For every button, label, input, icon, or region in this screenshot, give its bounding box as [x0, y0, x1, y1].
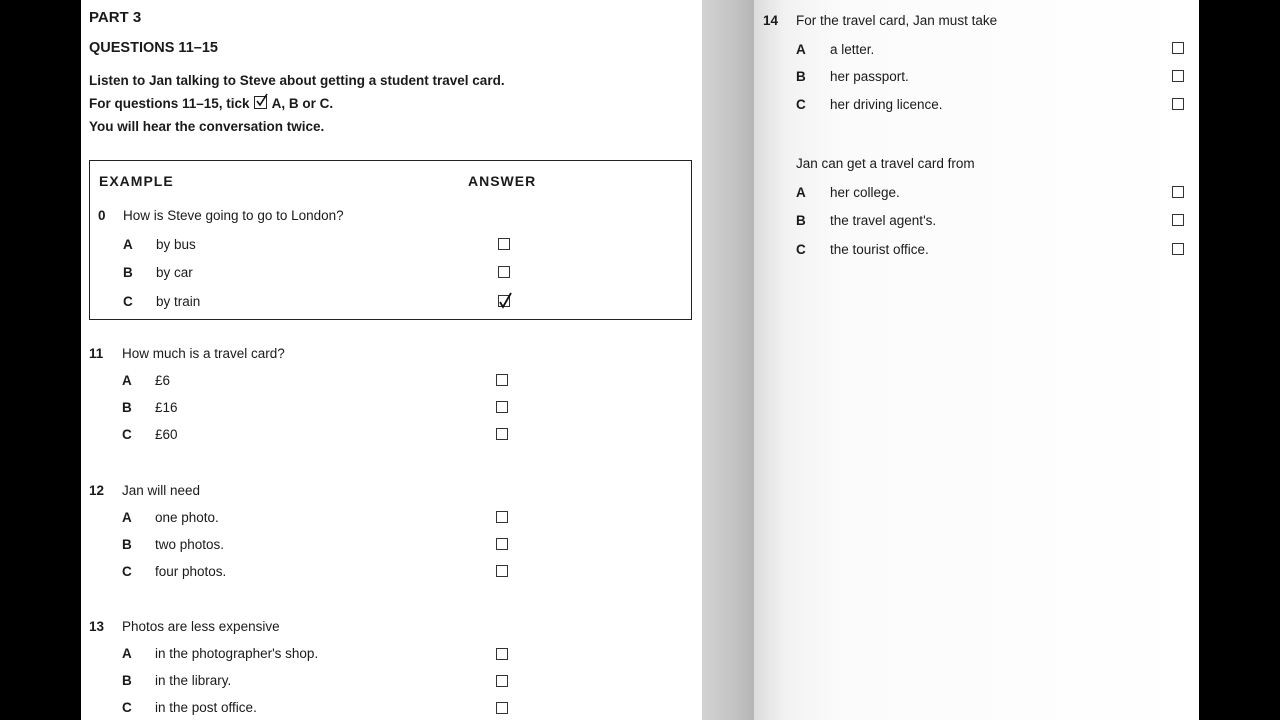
option-text: her college. [830, 185, 900, 200]
option-letter: B [122, 673, 132, 688]
answer-checkbox[interactable] [496, 401, 508, 413]
example-option-letter: B [123, 265, 133, 280]
example-question: How is Steve going to go to London? [123, 208, 344, 223]
example-option-text: by bus [156, 237, 196, 252]
answer-checkbox[interactable] [496, 511, 508, 523]
example-option-letter: A [123, 237, 133, 252]
option-letter: C [796, 242, 806, 257]
option-letter: A [122, 373, 132, 388]
option-letter: C [122, 427, 132, 442]
example-label: EXAMPLE [99, 173, 174, 189]
instruction-line-2 [89, 96, 333, 111]
question-text: Jan will need [122, 483, 201, 498]
option-letter: B [796, 213, 806, 228]
right-page [754, 0, 1199, 720]
option-letter: B [796, 69, 806, 84]
example-checkbox[interactable] [498, 266, 510, 278]
question-text: How much is a travel card? [122, 346, 285, 361]
option-text: her driving licence. [830, 97, 943, 112]
instruction-line-1: Listen to Jan talking to Steve about getting a student travel card. [89, 73, 505, 88]
option-text: the tourist office. [830, 242, 929, 257]
left-page [81, 0, 702, 720]
option-letter: A [122, 510, 132, 525]
answer-checkbox[interactable] [496, 428, 508, 440]
questions-range-heading: QUESTIONS 11–15 [89, 40, 218, 56]
answer-checkbox[interactable] [1172, 70, 1184, 82]
question-text: For the travel card, Jan must take [796, 13, 998, 28]
part-heading: PART 3 [89, 9, 142, 26]
option-letter: C [122, 700, 132, 715]
instruction-line-2-prefix: For questions 11–15, tick [89, 96, 250, 111]
answer-checkbox[interactable] [496, 675, 508, 687]
example-option-letter: C [123, 294, 133, 309]
question-number: 14 [763, 13, 779, 28]
example-checkbox[interactable] [498, 238, 510, 250]
option-text: two photos. [155, 537, 225, 552]
option-text: in the photographer's shop. [155, 646, 319, 661]
answer-checkbox[interactable] [496, 538, 508, 550]
checkmark-icon [498, 292, 514, 309]
instruction-line-2-suffix: A, B or C. [271, 96, 334, 111]
option-text: £6 [155, 373, 171, 388]
option-text: £60 [155, 427, 178, 442]
option-text: a letter. [830, 42, 875, 57]
option-letter: B [122, 537, 132, 552]
option-letter: A [796, 185, 806, 200]
question-number: 11 [89, 346, 104, 361]
option-letter: C [122, 564, 132, 579]
option-text: four photos. [155, 564, 227, 579]
answer-checkbox[interactable] [1172, 42, 1184, 54]
tick-icon [254, 96, 267, 109]
option-text: one photo. [155, 510, 219, 525]
option-letter: A [796, 42, 806, 57]
answer-checkbox[interactable] [496, 374, 508, 386]
book-gutter [702, 0, 754, 720]
answer-label: ANSWER [468, 173, 537, 189]
answer-checkbox[interactable] [496, 565, 508, 577]
example-box [89, 160, 692, 320]
example-number: 0 [98, 208, 106, 223]
option-letter: A [122, 646, 132, 661]
option-text: in the post office. [155, 700, 257, 715]
option-text: the travel agent's. [830, 213, 937, 228]
example-checkbox-ticked[interactable] [498, 295, 510, 307]
option-text: in the library. [155, 673, 232, 688]
question-number: 13 [89, 619, 105, 634]
option-letter: B [122, 400, 132, 415]
option-text: her passport. [830, 69, 909, 84]
question-text: Jan can get a travel card from [796, 156, 975, 171]
answer-checkbox[interactable] [1172, 214, 1184, 226]
question-number: 12 [89, 483, 105, 498]
answer-checkbox[interactable] [496, 648, 508, 660]
answer-checkbox[interactable] [1172, 98, 1184, 110]
answer-checkbox[interactable] [496, 702, 508, 714]
option-letter: C [796, 97, 806, 112]
example-option-text: by train [156, 294, 201, 309]
instruction-line-3: You will hear the conversation twice. [89, 119, 325, 134]
question-text: Photos are less expensive [122, 619, 280, 634]
answer-checkbox[interactable] [1172, 243, 1184, 255]
answer-checkbox[interactable] [1172, 186, 1184, 198]
example-option-text: by car [156, 265, 193, 280]
option-text: £16 [155, 400, 178, 415]
